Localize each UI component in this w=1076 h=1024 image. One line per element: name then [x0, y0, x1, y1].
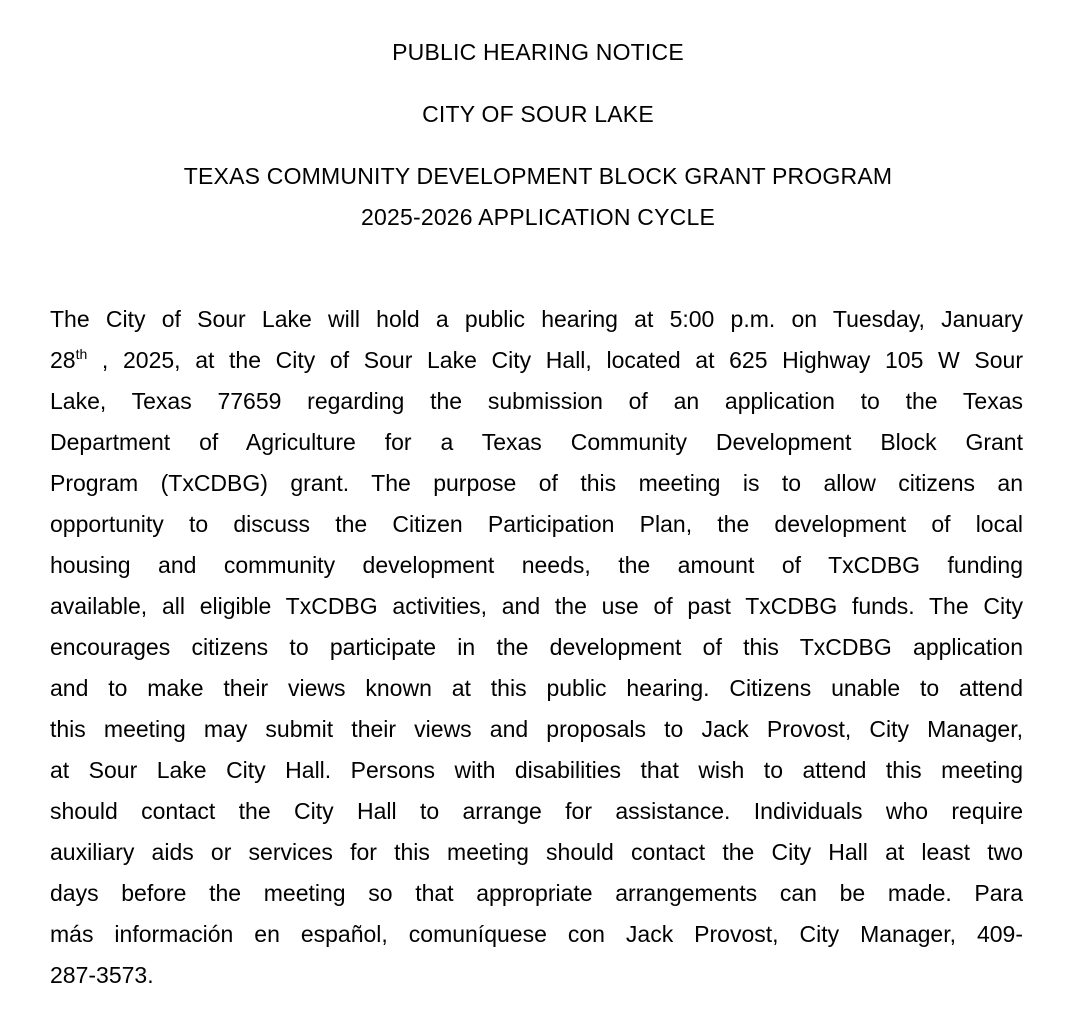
body-line: available, all eligible TxCDBG activities, and the use of past TxCDBG funds. The City [50, 593, 1023, 619]
body-line: and to make their views known at this public hearing. Citizens unable to attend [50, 675, 1023, 701]
application-cycle: 2025-2026 APPLICATION CYCLE [361, 204, 715, 230]
body-line: should contact the City Hall to arrange for assistance. Individuals who require [50, 798, 1023, 824]
day-suffix: th [75, 346, 88, 362]
notice-body [50, 299, 1023, 996]
program-name: TEXAS COMMUNITY DEVELOPMENT BLOCK GRANT PROGRAM [183, 163, 893, 189]
body-line: days before the meeting so that appropriate arrangements can be made. Para [50, 880, 1023, 906]
notice-title: PUBLIC HEARING NOTICE [392, 39, 684, 65]
body-line: this meeting may submit their views and proposals to Jack Provost, City Manager, [50, 716, 1023, 742]
body-line-last: 287-3573. [50, 962, 154, 988]
body-line [50, 340, 1023, 381]
body-line: opportunity to discuss the Citizen Participation Plan, the development of local [50, 511, 1023, 537]
body-line: Department of Agriculture for a Texas Community Development Block Grant [50, 429, 1023, 455]
body-line: Lake, Texas 77659 regarding the submission of an application to the Texas [50, 388, 1023, 414]
body-line: encourages citizens to participate in the development of this TxCDBG application [50, 634, 1023, 660]
body-line-rest: , 2025, at the City of Sour Lake City Hall, located at 625 Highway 105 W Sour [87, 347, 1023, 373]
body-line: más información en español, comuníquese con Jack Provost, City Manager, 409- [50, 921, 1023, 947]
body-line: housing and community development needs, the amount of TxCDBG funding [50, 552, 1023, 578]
body-line: The City of Sour Lake will hold a public hearing at 5:00 p.m. on Tuesday, January [50, 306, 1023, 332]
body-line: at Sour Lake City Hall. Persons with disabilities that wish to attend this meeting [50, 757, 1023, 783]
hearing-day: 28 [50, 347, 76, 373]
city-name: CITY OF SOUR LAKE [422, 101, 654, 127]
body-line: Program (TxCDBG) grant. The purpose of this meeting is to allow citizens an [50, 470, 1023, 496]
body-line: auxiliary aids or services for this meeting should contact the City Hall at least two [50, 839, 1023, 865]
